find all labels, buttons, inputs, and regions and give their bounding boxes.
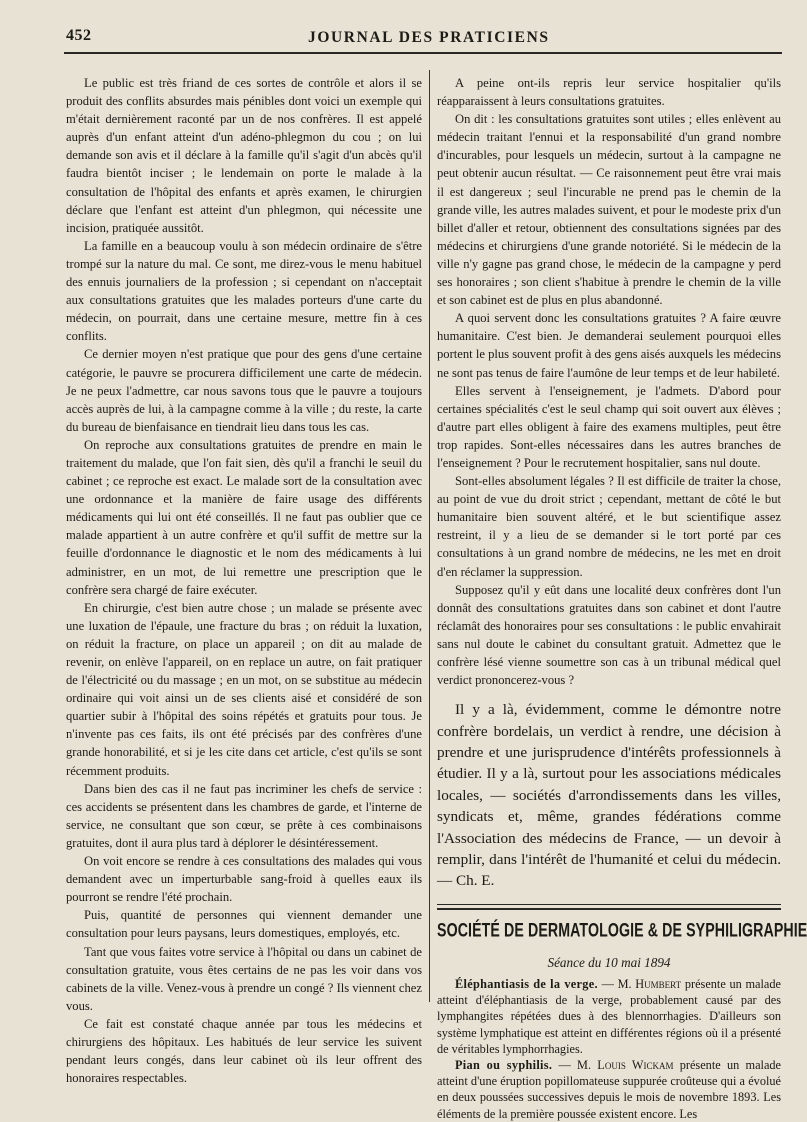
column-divider [429,70,430,1002]
paragraph: Elles servent à l'enseignement, je l'admets. D'abord pour certaines spécialités c'est le seul champ qui soit ouvert aux élèves ; d'autre part elles obligent à faire des examens multiples, peut être trop rapides. Sont-elles nécessaires dans les autres branches de l'enseignement ? Pour le recrutement hospitalier, sans nul doute. [437,383,781,470]
paragraph: En chirurgie, c'est bien autre chose ; un malade se présente avec une luxation de l'épaule, une fracture du bras ; on réduit la luxation, on réduit la fracture, on place un appareil ; on dit au malade de revenir, on enlève l'appareil, on en replace un autre, on fait pratiquer de l'électricité ou du massage ; en un mot, on se substitue au médecin ordinaire qui voit ainsi un de ses clients aisé et considéré de son quartier subir à l'hôpital des soins répétés et gratuits pour tous. Je n'invente pas ces faits, ils ont été précisés par des confrères d'une grande honorabilité, et si je les cite dans cet article, c'est qu'ils se sont récemment produits. [66,600,422,778]
paragraph: A quoi servent donc les consultations gratuites ? A faire œuvre humanitaire. C'est bien. Je demanderai seulement pourquoi elles portent le plus souvent profit à des gens aisés auxquels les médecins ne sont pas tenus de faire l'aumône de leur temps et de leur habileté. [437,311,781,380]
entry-paragraph: Pian ou syphilis. — M. Louis Wickam présente un malade atteint d'une éruption popillomateuse suppurée croûteuse qui a évolué en deux poussées successives depuis le mois de novembre 1893. Les éléments de la première poussée existent encore. Les [437,1058,782,1121]
entry-text: présente un malade atteint d'éléphantiasis de la verge, probablement causé par des lymphangites répétées dues à des blennorrhagies. D'ailleurs son système lymphatique est atteint en différentes régions où il a présenté de véritables lymphorrhagies. [437,977,781,1056]
paragraph: A peine ont-ils repris leur service hospitalier qu'ils réapparaissent à leurs consultations gratuites. [437,76,781,109]
paragraph: Ce dernier moyen n'est pratique que pour des gens d'une certaine catégorie, le pauvre se procurera difficilement une carte de médecin. Je ne peux l'admettre, car nous savons tous que le pauvre a toujours accès auprès de lui, à la campagne comme à la ville ; du reste, la carte du bureau de bienfaisance en tiendrait lieu dans tous les cas. [66,347,422,434]
entry-title: Pian ou syphilis. [455,1058,553,1073]
paragraph: Supposez qu'il y eût dans une localité deux confrères dont l'un donnât des consultations gratuites dans son cabinet et dont l'autre réclamât des honoraires pour ses consultations : le public envahirait sans nul doute le cabinet du consultant gratuit. Admettez que le confrère lésé vienne soumettre son cas à un tribunal médical quel verdict prononcerez-vous ? [437,582,781,688]
session-date: Séance du 10 mai 1894 [547,954,671,970]
paragraph: Tant que vous faites votre service à l'hôpital ou dans un cabinet de consultation gratuite, vous êtes certains de ne pas les voir dans vos cabinets de la ville. Venez-vous à prendre un congé ? Ils viennent chez vous. [66,944,422,1013]
paragraph: Dans bien des cas il ne faut pas incriminer les chefs de service : ces accidents se présentent dans les chambres de garde, et l'interne de service, ne consultant que son cœur, se prête à ces combinaisons gratuites, dont il aura plus tard à déplorer le désintéressement. [66,781,422,850]
section-rule [437,904,781,910]
entry-paragraph: Éléphantiasis de la verge. — M. Humbert présente un malade atteint d'éléphantiasis de la verge, probablement causé par des lymphangites répétées dues à des blennorrhagies. D'ailleurs son système lymphatique est atteint en différentes régions où il a présenté de véritables lymphorrhagies. [437,977,781,1056]
left-column [66,74,422,1086]
paragraph: Ce fait est constaté chaque année par tous les médecins et chirurgiens des hôpitaux. Les habitués de leur service les suivent pendant leurs congés, dans leur cabinet où ils leur offrent des honoraires respectables. [66,1016,422,1086]
conclusion-paragraph: Il y a là, évidemment, comme le démontre notre confrère bordelais, un verdict à rendre, une décision à prendre et une jurisprudence d'intérêts professionnels à étudier. Il y a là, surtout pour les associations médicales locales, — sociétés d'arrondissements dans les villes, syndicats et, même, grandes fédérations comme l'Association des médecins de France, — un devoir à remplir, dans l'intérêt de l'humanité et celui du médecin. — Ch. E. [437,701,781,890]
paragraph: Le public est très friand de ces sortes de contrôle et alors il se produit des conflits absurdes mais pénibles dont voici un exemple qui m'était dernièrement raconté par un de nos confrères. Il est appelé auprès d'un enfant atteint d'un adéno-phlegmon du cou ; on lui demande son avis et il déclare à la famille qu'il s'agit d'un abcès qu'il faudra bientôt inciser ; le lendemain on porte le malade à la consultation de l'hôpital des enfants et après examen, le chirurgien déclare que l'enfant est atteint d'un phlegmon, qui nécessite une incision, pratiquée aussitôt. [66,76,422,235]
page-number: 452 [66,27,92,44]
paragraph: On voit encore se rendre à ces consultations des malades qui vous demandent avec un imperturbable sang-froid à quelles eaux ils pourront se rendre l'été prochain. [66,854,422,905]
running-title: JOURNAL DES PRATICIENS [308,29,550,46]
entry-speaker: M. Humbert [617,977,682,992]
paragraph: On reproche aux consultations gratuites de prendre en main le traitement du malade, que l'on fait sien, dès qu'il a franchi le seuil du cabinet ; ce reproche est exact. Le malade sort de la consultation avec une ordonnance et la manière de faire usage des différents médicaments qui lui ont été conseillés. Il ne faut pas oublier que ce malade appartient à un autre confrère et qu'il suffit de mettre sur la feuille d'ordonnance le diagnostic et le nom des médicaments à lui administrer, en un mot, de lui remettre une prescription que le confrère sera chargé de faire exécuter. [66,437,422,597]
paragraph: La famille en a beaucoup voulu à son médecin ordinaire de s'être trompé sur la nature du mal. Ce sont, me direz-vous le menu habituel des ennuis journaliers de la profession ; si cependant on n'acceptait aux consultations gratuites que les malades porteurs d'une carte du médecin, on pourrait, dans une certaine mesure, mettre fin à ces conflits. [66,238,422,344]
paragraph: Sont-elles absolument légales ? Il est difficile de traiter la chose, au point de vue du droit strict ; cependant, mettant de côté le but humanitaire bien souvent altéré, et le but scientifique assez restreint, il y a lieu de se demander si le tort porté par ces consultations à un grand nombre de médecins, ne les met en droit d'en réclamer la suppression. [437,474,781,579]
entry-title: Éléphantiasis de la verge. [455,977,598,992]
right-column [437,74,807,1121]
header-rule [64,52,782,54]
paragraph: Puis, quantité de personnes qui viennent demander une consultation pour leurs paysans, leurs domestiques, employés, etc. [66,908,422,941]
society-title: SOCIÉTÉ DE DERMATOLOGIE & DE SYPHILIGRAPHIE [437,920,807,942]
entry-speaker: M. Louis Wickam [577,1058,674,1073]
paragraph: On dit : les consultations gratuites sont utiles ; elles enlèvent au médecin traitant l'ennui et la responsabilité d'un grand nombre d'incurables, pour lesquels un médecin, surtout à la campagne ne peut obtenir aucun résultat. — Ce raisonnement peut être vrai mais il est dangereux ; seul l'incurable ne prend pas le chemin de la grande ville, les autres malades suivent, et pour le modeste prix d'un billet d'aller et retour, obtiennent des consultations signées par des médecins et chirurgiens d'une grande notoriété. Si le médecin de la ville n'y gagne pas grand chose, le médecin de la campagne y perd ses honoraires ; son client s'habitue à prendre le chemin de la ville et son cabinet est de plus en plus abandonné. [437,112,781,308]
entry-text: présente un malade atteint d'une éruption popillomateuse suppurée croûteuse qui a évolué en deux poussées successives depuis le mois de novembre 1893. Les éléments de la première poussée existent encore. Les [437,1058,782,1121]
